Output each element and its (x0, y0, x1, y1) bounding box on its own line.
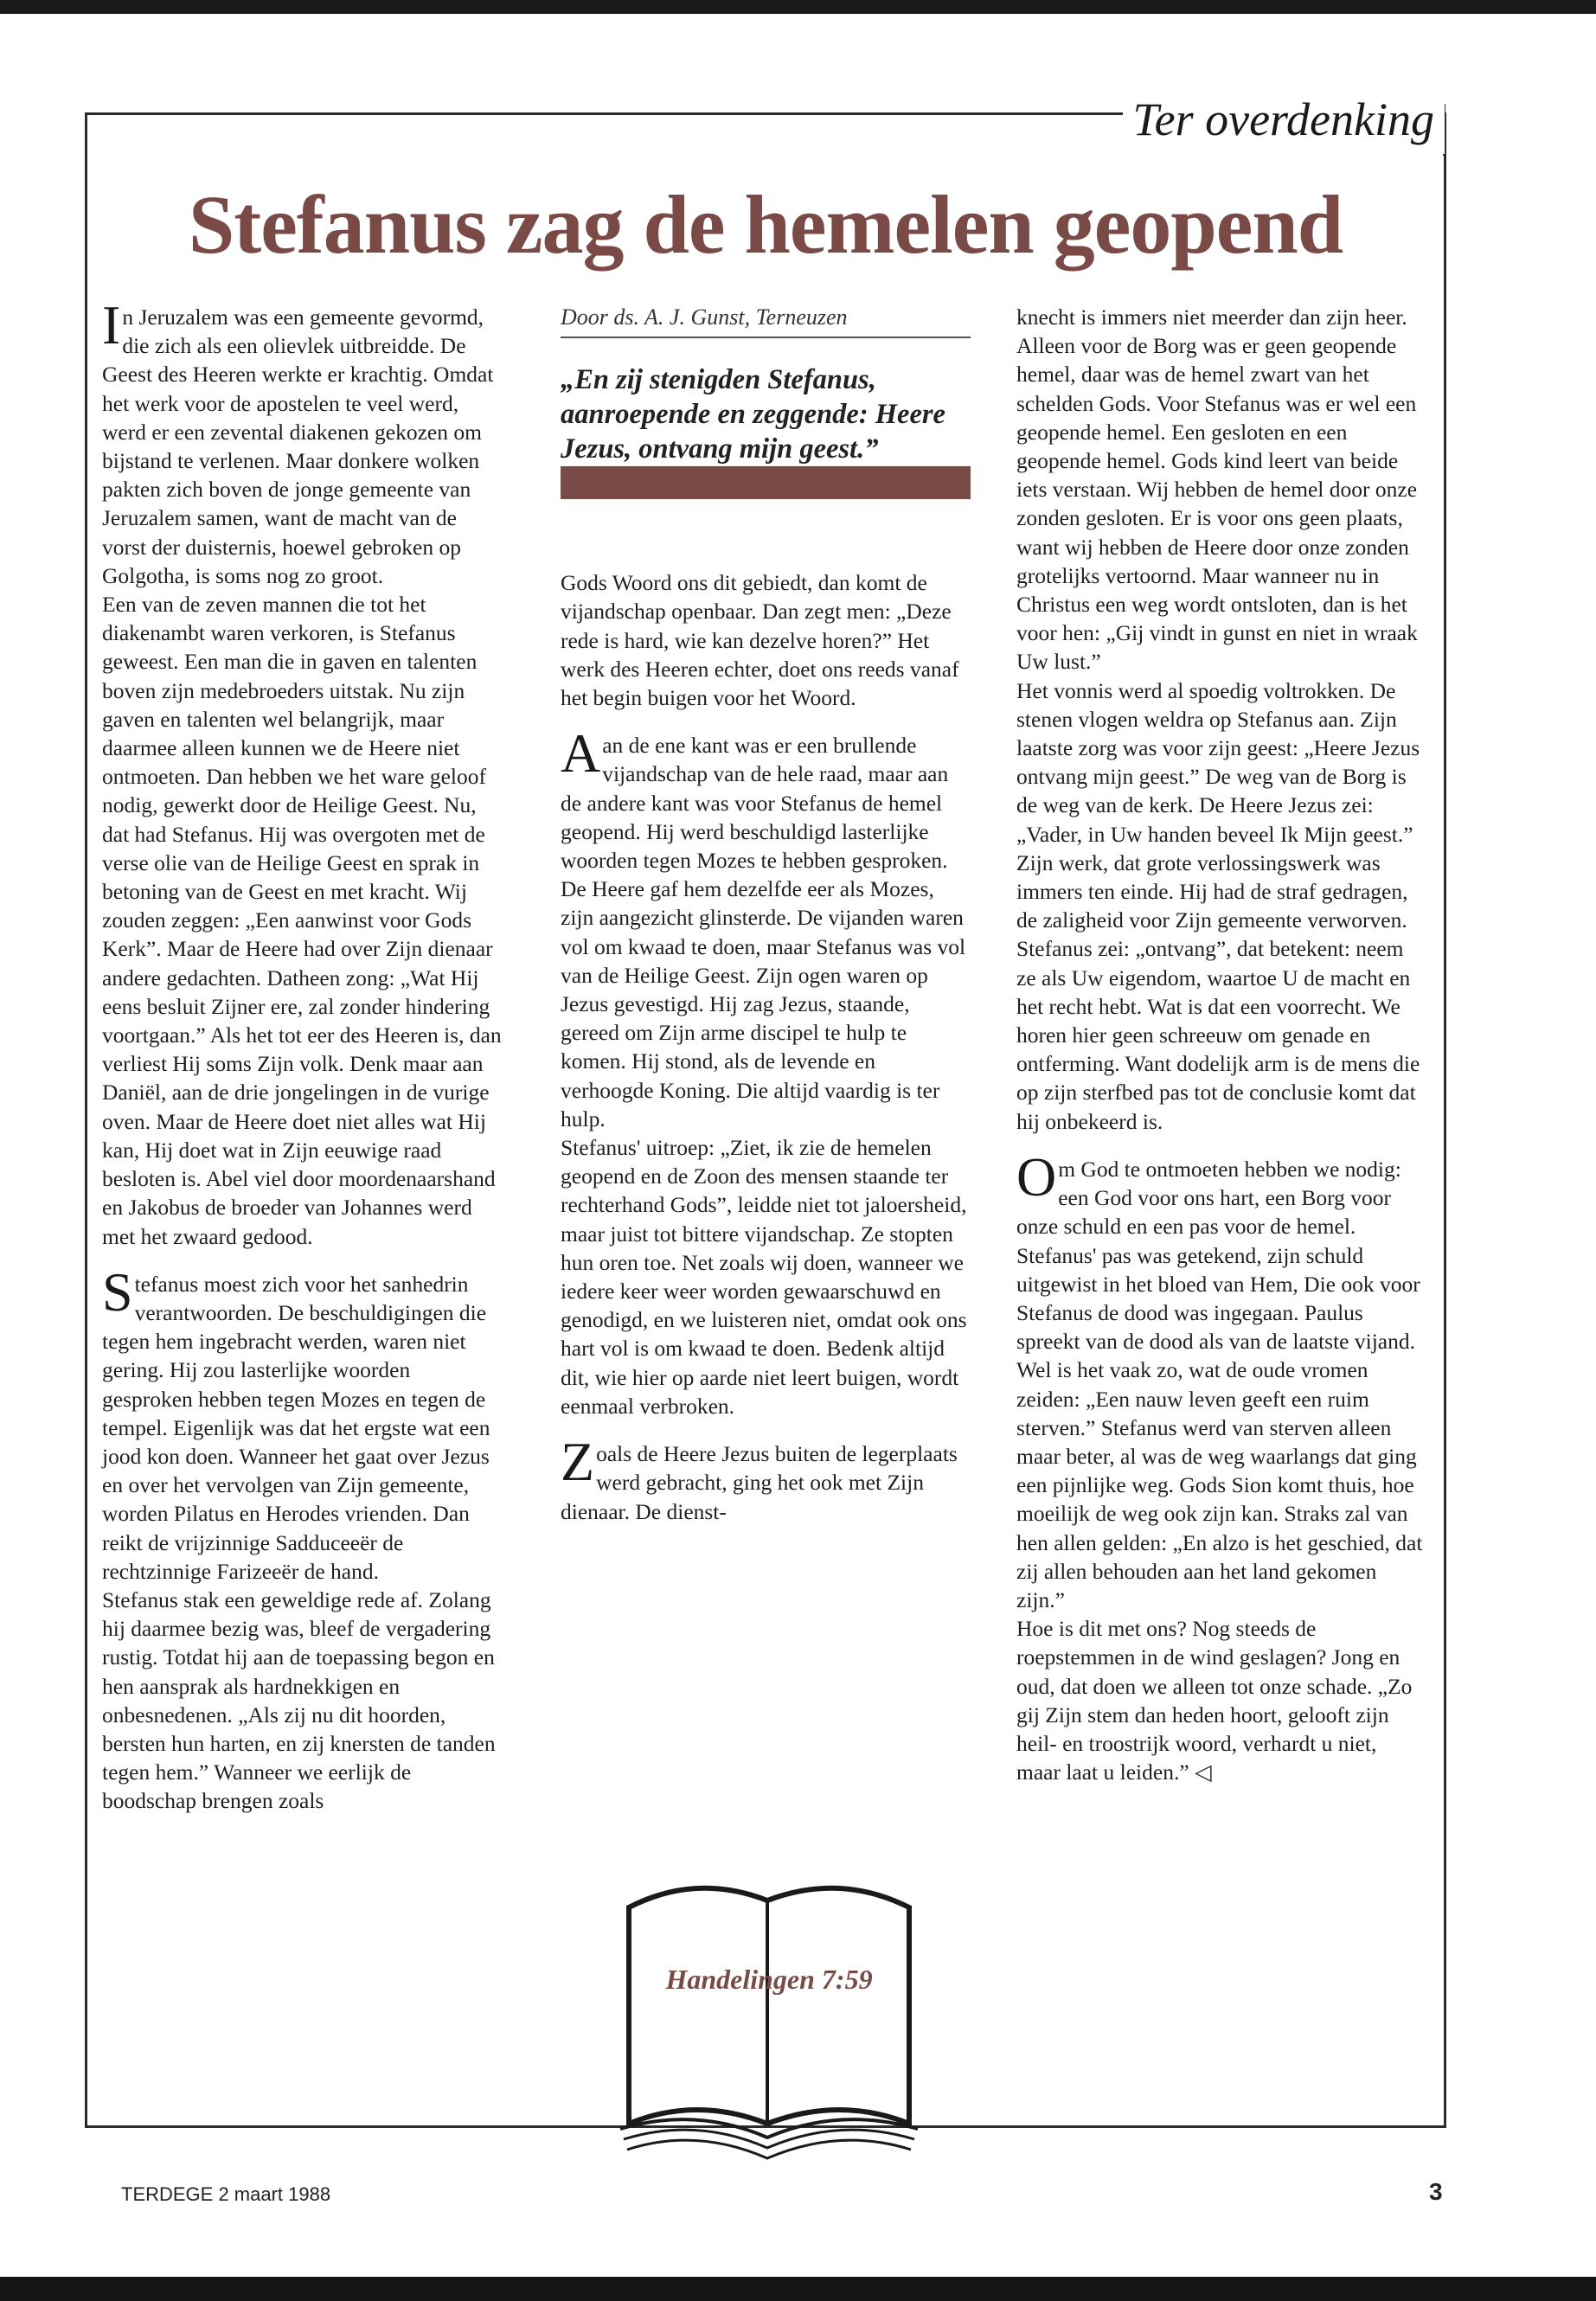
paragraph: Hoe is dit met ons? Nog steeds de roepstemmen in de wind geslagen? Jong en oud, dat doen we alleen tot onze schade. „Zo gij Zijn stem dan heden hoort, gelooft zijn heil- en troostrijk woord, verhardt u niet, maar laat u leiden.” ◁ (1016, 1616, 1413, 1785)
paragraph: Stefanus' uitroep: „Ziet, ik zie de hemelen geopend en de Zoon des mensen staande ter rechterhand Gods”, leidde niet tot jaloersheid, maar juist tot bittere vijandschap. Ze stopten hun oren toe. Net zoals wij doen, wanneer we iedere keer weer worden gewaarschuwd en genodigd, en we luisteren niet, omdat ook ons hart vol is om kwaad te doen. Bedenk altijd dit, wie hier op aarde niet leert buigen, wordt eenmaal verbroken. (561, 1135, 967, 1419)
drop-cap: S (102, 1260, 133, 1323)
paragraph (1016, 1145, 1423, 1614)
scripture-reference: Handelingen 7:59 (665, 1964, 873, 1995)
pull-quote: „En zij stenigden Stefanus, aanroepende en zeggende: Heere Jezus, ontvang mijn geest.” (561, 364, 945, 465)
paragraph-text: m God te ontmoeten hebben we nodig: een God voor ons hart, een Borg voor onze schuld en een pas voor de hemel. Stefanus' pas was getekend, zijn schuld uitgewist in het bloed van Hem, Die ook voor Stefanus de dood was ingegaan. Paulus spreekt van de dood als van de laatste vijand. Wel is het vaak zo, wat de oude vromen zeiden: „Een nauw leven geeft een ruim sterven.” Stefanus werd van sterven alleen maar beter, al was de weg waarlangs dat ging een pijnlijke weg. Gods Sion komt thuis, hoe moeilijk de weg ook zijn kan. Straks zal van hen allen gelden: „En alzo is het geschied, dat zij allen behouden aan het land gekomen zijn.” (1016, 1156, 1423, 1612)
paragraph (102, 1260, 502, 1586)
drop-cap: O (1016, 1145, 1057, 1208)
issue-label: TERDEGE 2 maart 1988 (121, 2183, 331, 2205)
paragraph: Gods Woord ons dit gebiedt, dan komt de vijandschap openbaar. Dan zegt men: „Deze rede is hard, wie kan dezelve horen?” Het werk des Heeren echter, doet ons reeds vanaf het begin buigen voor het Woord. (561, 570, 959, 711)
column-3 (1016, 303, 1423, 1786)
paragraph: knecht is immers niet meerder dan zijn heer. Alleen voor de Borg was er geen geopende hemel, daar was de hemel zwart van het schelden Gods. Voor Stefanus was er wel een geopende hemel. Een gesloten en een geopende hemel. Gods kind leert van beide iets verstaan. Wij hebben de hemel door onze zonden gesloten. Er is voor ons geen plaats, want wij hebben de Heere door onze zonden grotelijks vertoornd. Maar wanneer nu in Christus een weg wordt ontsloten, dan is het voor hen: „Gij vindt in gunst en niet in wraak Uw lust.” (1016, 304, 1418, 675)
section-label: Ter overdenking (1123, 85, 1445, 154)
paragraph (102, 294, 502, 590)
top-border (0, 0, 1596, 14)
article-title: Stefanus zag de hemelen geopend (188, 178, 1343, 271)
paragraph: Een van de zeven mannen die tot het diakenambt waren verkoren, is Stefanus geweest. Een man die in gaven en talenten boven zijn medebroeders uitstak. Nu zijn gaven en talenten wel belangrijk, maar daarmee alleen kunnen we de Heere niet ontmoeten. Dan hebben we het ware geloof nodig, gewerkt door de Heilige Geest. Nu, dat had Stefanus. Hij was overgoten met de verse olie van de Heilige Geest en sprak in betoning van de Geest en met kracht. Wij zouden zeggen: „Een aanwinst voor Gods Kerk”. Maar de Heere had over Zijn dienaar andere gedachten. Datheen zong: „Wat Hij eens besluit Zijner ere, zal zonder hindering voortgaan.” Als het tot eer des Heeren is, dan verliest Hij soms Zijn volk. Denk maar aan Daniël, aan de drie jongelingen in de vurige oven. Maar de Heere doet niet alles wat Hij kan, Hij doet wat in Zijn eeuwige raad besloten is. Abel viel door moordenaarshand en Jakobus de broeder van Johannes werd met het zwaard gedood. (102, 592, 502, 1249)
paragraph (561, 1431, 971, 1526)
column-2 (561, 303, 971, 1526)
open-book-icon (619, 1864, 920, 2167)
paragraph (561, 722, 971, 1133)
paragraph: Het vonnis werd al spoedig voltrokken. De stenen vlogen weldra op Stefanus aan. Zijn laatste zorg was voor zijn geest: „Heere Jezus ontvang mijn geest.” De weg van de Borg is de weg van de kerk. De Heere Jezus zei: „Vader, in Uw handen beveel Ik Mijn geest.” Zijn werk, dat grote verlossingswerk was immers ten einde. Hij had de straf gedragen, de zaligheid voor Zijn gemeente verworven. Stefanus zei: „ontvang”, dat betekent: neem ze als Uw eigendom, waartoe U de macht en het recht hebt. Wat is dat een voorrecht. We horen hier geen schreeuw om genade en ontferming. Want dodelijk arm is de mens die op zijn sterfbed pas tot de conclusie komt dat hij onbekeerd is. (1016, 677, 1420, 1134)
bottom-border (0, 2277, 1596, 2301)
paragraph-text: oals de Heere Jezus buiten de legerplaats werd gebracht, ging het ook met Zijn dienaar. De dienst- (561, 1441, 958, 1524)
accent-bar (561, 466, 971, 499)
drop-cap: Z (561, 1431, 595, 1493)
paragraph: Stefanus stak een geweldige rede af. Zolang hij daarmee bezig was, bleef de vergadering rustig. Totdat hij aan de toepassing begon en hen aansprak als hardnekkigen en onbesnedenen. „Als zij nu dit hoorden, bersten hun harten, en zij knersten de tanden tegen hem.” Wanneer we eerlijk de boodschap brengen zoals (102, 1586, 496, 1814)
paragraph-text: tefanus moest zich voor het sanhedrin verantwoorden. De beschuldigingen die tegen hem ingebracht werden, waren niet gering. Hij zou lasterlijke woorden gesproken hebben tegen Mozes en tegen de tempel. Eigenlijk was dat het ergste wat een jood kon doen. Wanneer het gaat over Jezus en over het vervolgen van Zijn gemeente, worden Pilatus en Herodes vrienden. Dan reikt de vrijzinnige Sadduceeër de rechtzinnige Farizeeër de hand. (102, 1271, 490, 1584)
paragraph-text: n Jeruzalem was een gemeente gevormd, die zich als een olievlek uitbreidde. De Geest des Heeren werkte er krachtig. Omdat het werk voor de apostelen te veel werd, werd er een zevental diakenen gekozen om bijstand te verlenen. Maar donkere wolken pakten zich boven de jonge gemeente van Jeruzalem samen, want de macht van de vorst der duisternis, hoewel gebroken op Golgotha, is soms nog zo groot. (102, 304, 494, 588)
open-bible-graphic (619, 1864, 920, 2167)
column-1 (102, 294, 502, 1816)
paragraph-text: an de ene kant was er een brullende vijandschap van de hele raad, maar aan de andere kant was voor Stefanus de hemel geopend. Hij werd beschuldigd lasterlijke woorden tegen Mozes te hebben gesproken. De Heere gaf hem dezelfde eer als Mozes, zijn aangezicht glinsterde. De vijanden waren vol om kwaad te doen, maar Stefanus was vol van de Heilige Geest. Zijn ogen waren op Jezus gevestigd. Hij zag Jezus, staande, gereed om Zijn arme discipel te hulp te komen. Hij stond, als de levende en verhoogde Koning. Die altijd vaardig is ter hulp. (561, 733, 966, 1131)
drop-cap: I (102, 294, 121, 356)
page-number: 3 (1429, 2178, 1443, 2205)
byline: Door ds. A. J. Gunst, Terneuzen (561, 303, 971, 338)
drop-cap: A (561, 722, 601, 785)
